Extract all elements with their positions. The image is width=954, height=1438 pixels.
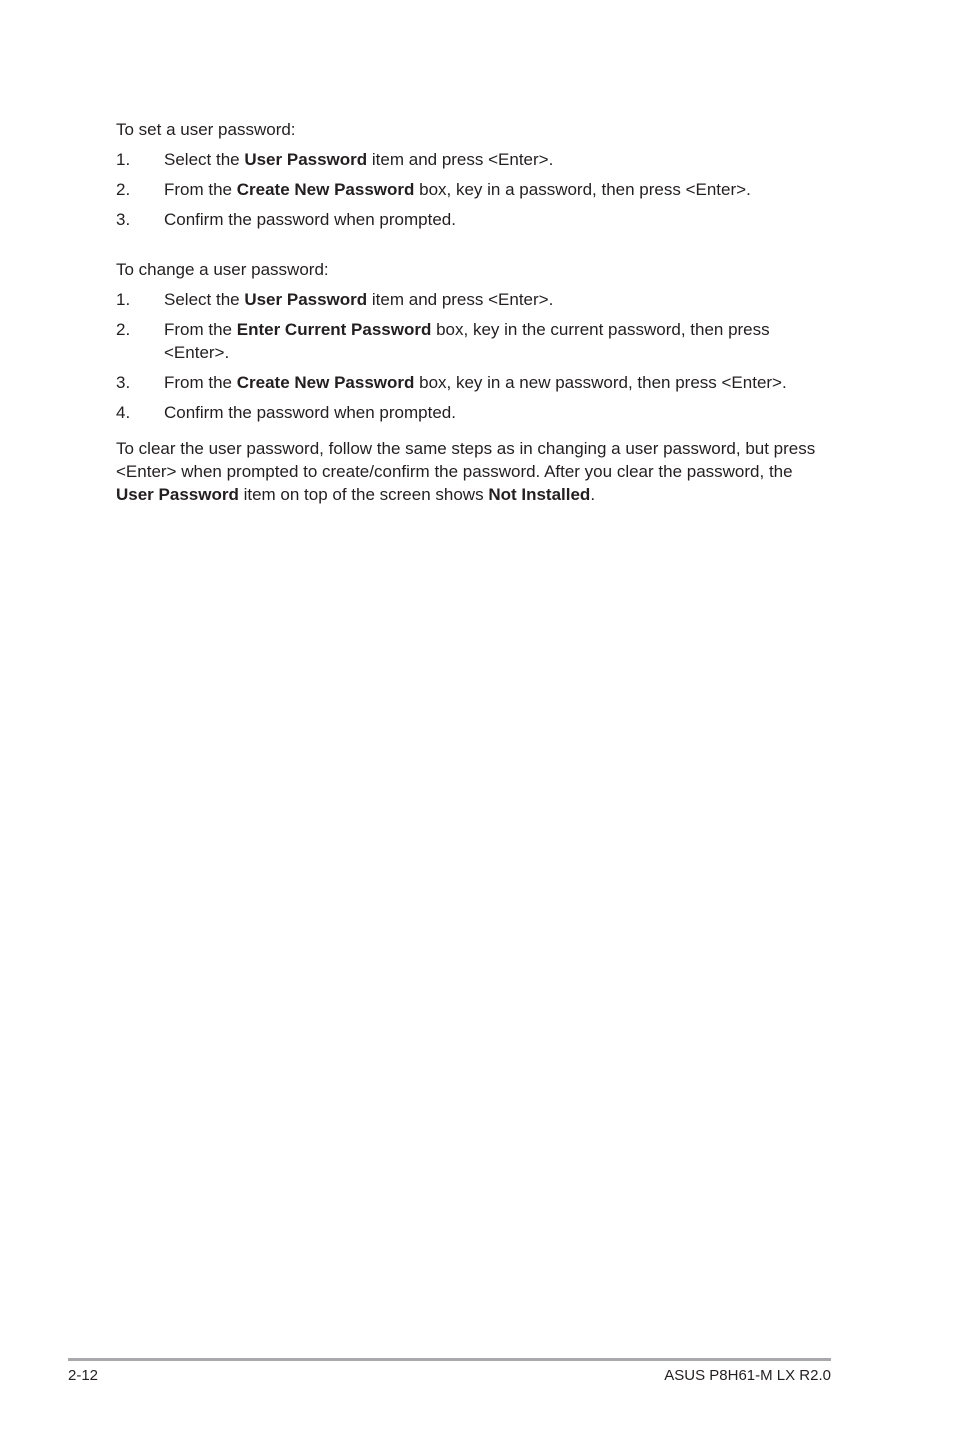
ui-item-name: Create New Password bbox=[236, 180, 415, 199]
step-number: 1. bbox=[116, 290, 131, 309]
set-step-1 bbox=[116, 148, 836, 171]
change-step-2 bbox=[116, 318, 836, 364]
ui-item-name: User Password bbox=[244, 150, 368, 169]
change-password-intro: To change a user password: bbox=[116, 260, 329, 279]
change-step-3 bbox=[116, 371, 836, 394]
product-name: ASUS P8H61-M LX R2.0 bbox=[664, 1367, 831, 1384]
step-text: From the Create New Password box, key in a password, then press <Enter>. bbox=[164, 180, 751, 199]
ui-item-name: Create New Password bbox=[236, 373, 415, 392]
status-value: Not Installed bbox=[488, 485, 591, 504]
ui-item-name: User Password bbox=[244, 290, 368, 309]
clear-password-paragraph: To clear the user password, follow the same steps as in changing a user password, but press <Enter> when prompted to create/confirm the password. After you clear the password, the User Password item on top of the screen shows Not Installed. bbox=[116, 439, 816, 504]
ui-item-name: User Password bbox=[116, 485, 239, 504]
step-text: From the Enter Current Password box, key in the current password, then press <Enter>. bbox=[164, 320, 770, 362]
step-number: 3. bbox=[116, 210, 131, 229]
set-step-2 bbox=[116, 178, 836, 201]
step-text: Confirm the password when prompted. bbox=[164, 210, 456, 229]
set-password-intro: To set a user password: bbox=[116, 120, 296, 139]
change-step-1 bbox=[116, 288, 836, 311]
footer-divider bbox=[68, 1358, 831, 1361]
page-number: 2-12 bbox=[68, 1367, 99, 1384]
step-text: Select the User Password item and press <Enter>. bbox=[164, 150, 554, 169]
step-text: From the Create New Password box, key in a new password, then press <Enter>. bbox=[164, 373, 787, 392]
ui-item-name: Enter Current Password bbox=[236, 320, 432, 339]
step-number: 2. bbox=[116, 180, 131, 199]
step-text: Select the User Password item and press <Enter>. bbox=[164, 290, 554, 309]
step-number: 3. bbox=[116, 373, 131, 392]
step-number: 2. bbox=[116, 320, 131, 339]
step-number: 1. bbox=[116, 150, 131, 169]
step-text: Confirm the password when prompted. bbox=[164, 403, 456, 422]
step-number: 4. bbox=[116, 403, 131, 422]
set-step-3 bbox=[116, 208, 836, 231]
change-step-4 bbox=[116, 401, 836, 424]
